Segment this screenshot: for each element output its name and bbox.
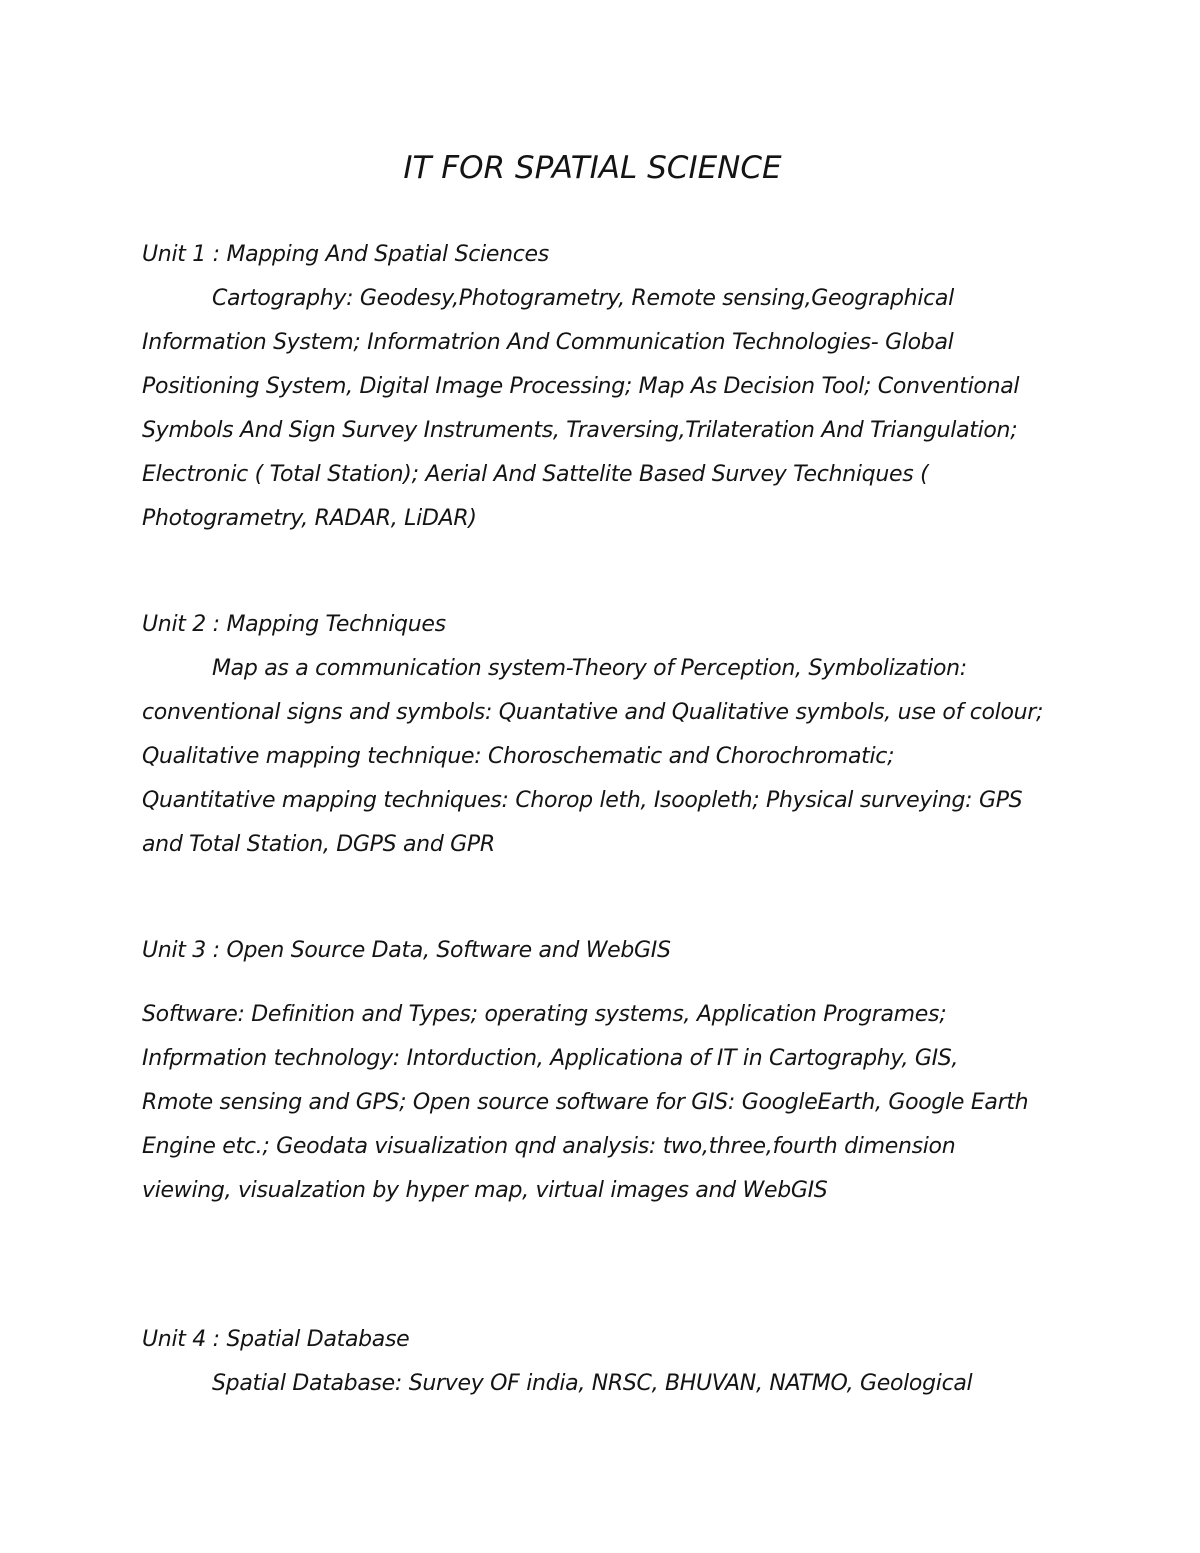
unit-3-line: Engine etc.; Geodata visualization qnd analysis: two,three,fourth dimension [142,1134,956,1159]
unit-2-body [142,647,1072,867]
unit-2-line: Qualitative mapping technique: Choroschematic and Chorochromatic; [142,744,895,769]
unit-3-line: Rmote sensing and GPS; Open source software for GIS: GoogleEarth, Google Earth [142,1090,1029,1115]
unit-2-line: and Total Station, DGPS and GPR [142,832,495,857]
unit-3-line: Software: Definition and Types; operating systems, Application Programes; [142,1002,947,1027]
unit-2-line: Map as a communication system-Theory of Perception, Symbolization: [212,656,967,681]
unit-4-heading: Unit 4 : Spatial Database [142,1327,410,1352]
unit-3-heading: Unit 3 : Open Source Data, Software and WebGIS [142,938,671,963]
unit-3-body [142,993,1072,1213]
unit-3-line: Infprmation technology: Intorduction, Applicationa of IT in Cartography, GIS, [142,1046,959,1071]
unit-3-line: viewing, visualzation by hyper map, virtual images and WebGIS [142,1178,828,1203]
unit-1-heading: Unit 1 : Mapping And Spatial Sciences [142,242,549,267]
unit-4-body [142,1362,1072,1406]
unit-4-line: Spatial Database: Survey OF india, NRSC, BHUVAN, NATMO, Geological [212,1371,973,1396]
unit-1-line: Photogrametry, RADAR, LiDAR) [142,506,477,531]
unit-2-line: Quantitative mapping techniques: Chorop leth, Isoopleth; Physical surveying: GPS [142,788,1023,813]
unit-1-line: Cartography: Geodesy,Photogrametry, Remote sensing,Geographical [212,286,954,311]
unit-2-heading: Unit 2 : Mapping Techniques [142,612,446,637]
unit-1-line: Electronic ( Total Station); Aerial And Sattelite Based Survey Techniques ( [142,462,929,487]
document-title: IT FOR SPATIAL SCIENCE [403,150,782,186]
unit-1-line: Information System; Informatrion And Communication Technologies- Global [142,330,954,355]
unit-1-line: Positioning System, Digital Image Processing; Map As Decision Tool; Conventional [142,374,1020,399]
unit-2-line: conventional signs and symbols: Quantative and Qualitative symbols, use of colour; [142,700,1044,725]
unit-1-line: Symbols And Sign Survey Instruments, Traversing,Trilateration And Triangulation; [142,418,1018,443]
unit-1-body [142,277,1072,541]
